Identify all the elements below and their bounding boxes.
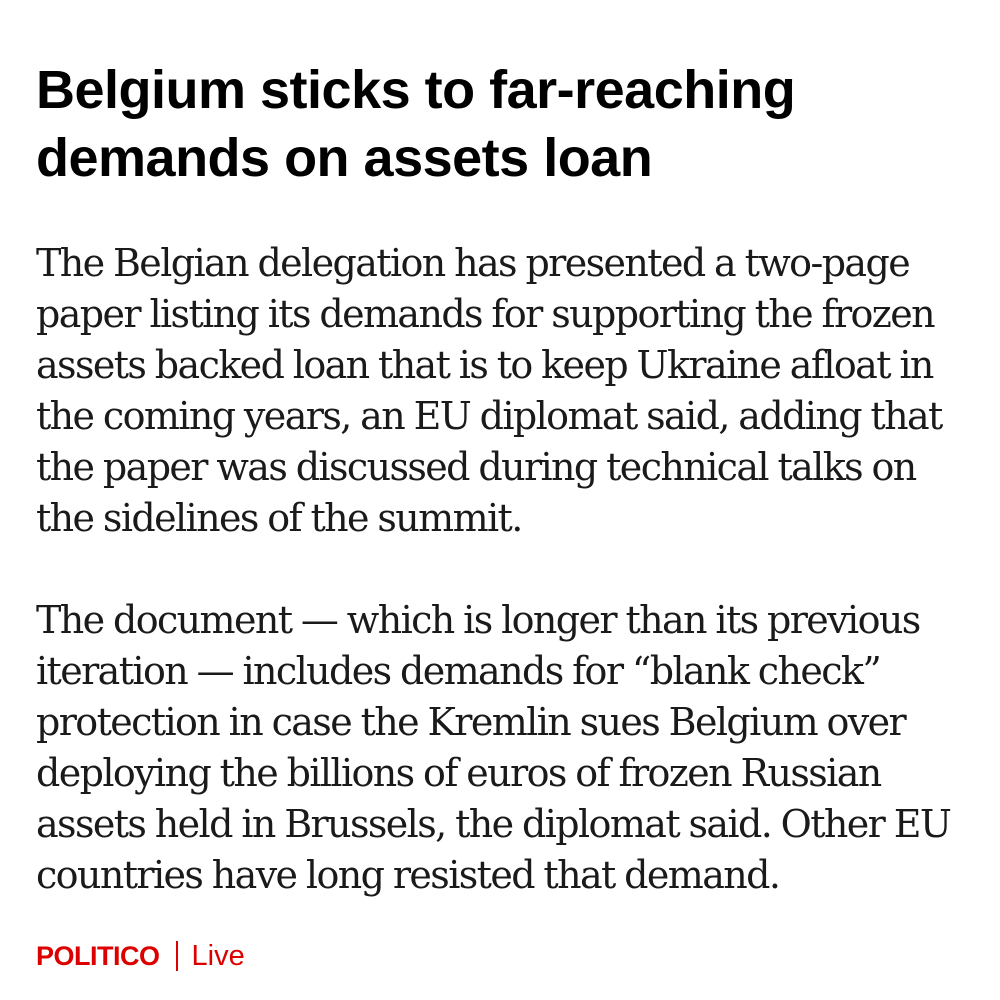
headline: Belgium sticks to far-reaching demands on assets loan [36, 60, 796, 188]
section-label: Live [191, 939, 245, 972]
footer-branding [36, 936, 245, 976]
politico-logo: POLITICO [36, 940, 160, 971]
article-body [36, 238, 966, 901]
paragraph-1: The Belgian delegation has presented a two-page paper listing its demands for supporting the frozen assets backed loan that is to keep Ukraine afloat in the coming years, an EU diplomat said, adding that the paper was discussed during technical talks on the sidelines of the summit. [36, 241, 942, 540]
paragraph-2: The document — which is longer than its previous iteration — includes demands for “blank check” protection in case the Kremlin sues Belgium over deploying the billions of euros of frozen Russian assets held in Brussels, the diplomat said. Other EU countries have long resisted that demand. [36, 598, 951, 897]
brand-divider [176, 941, 178, 971]
